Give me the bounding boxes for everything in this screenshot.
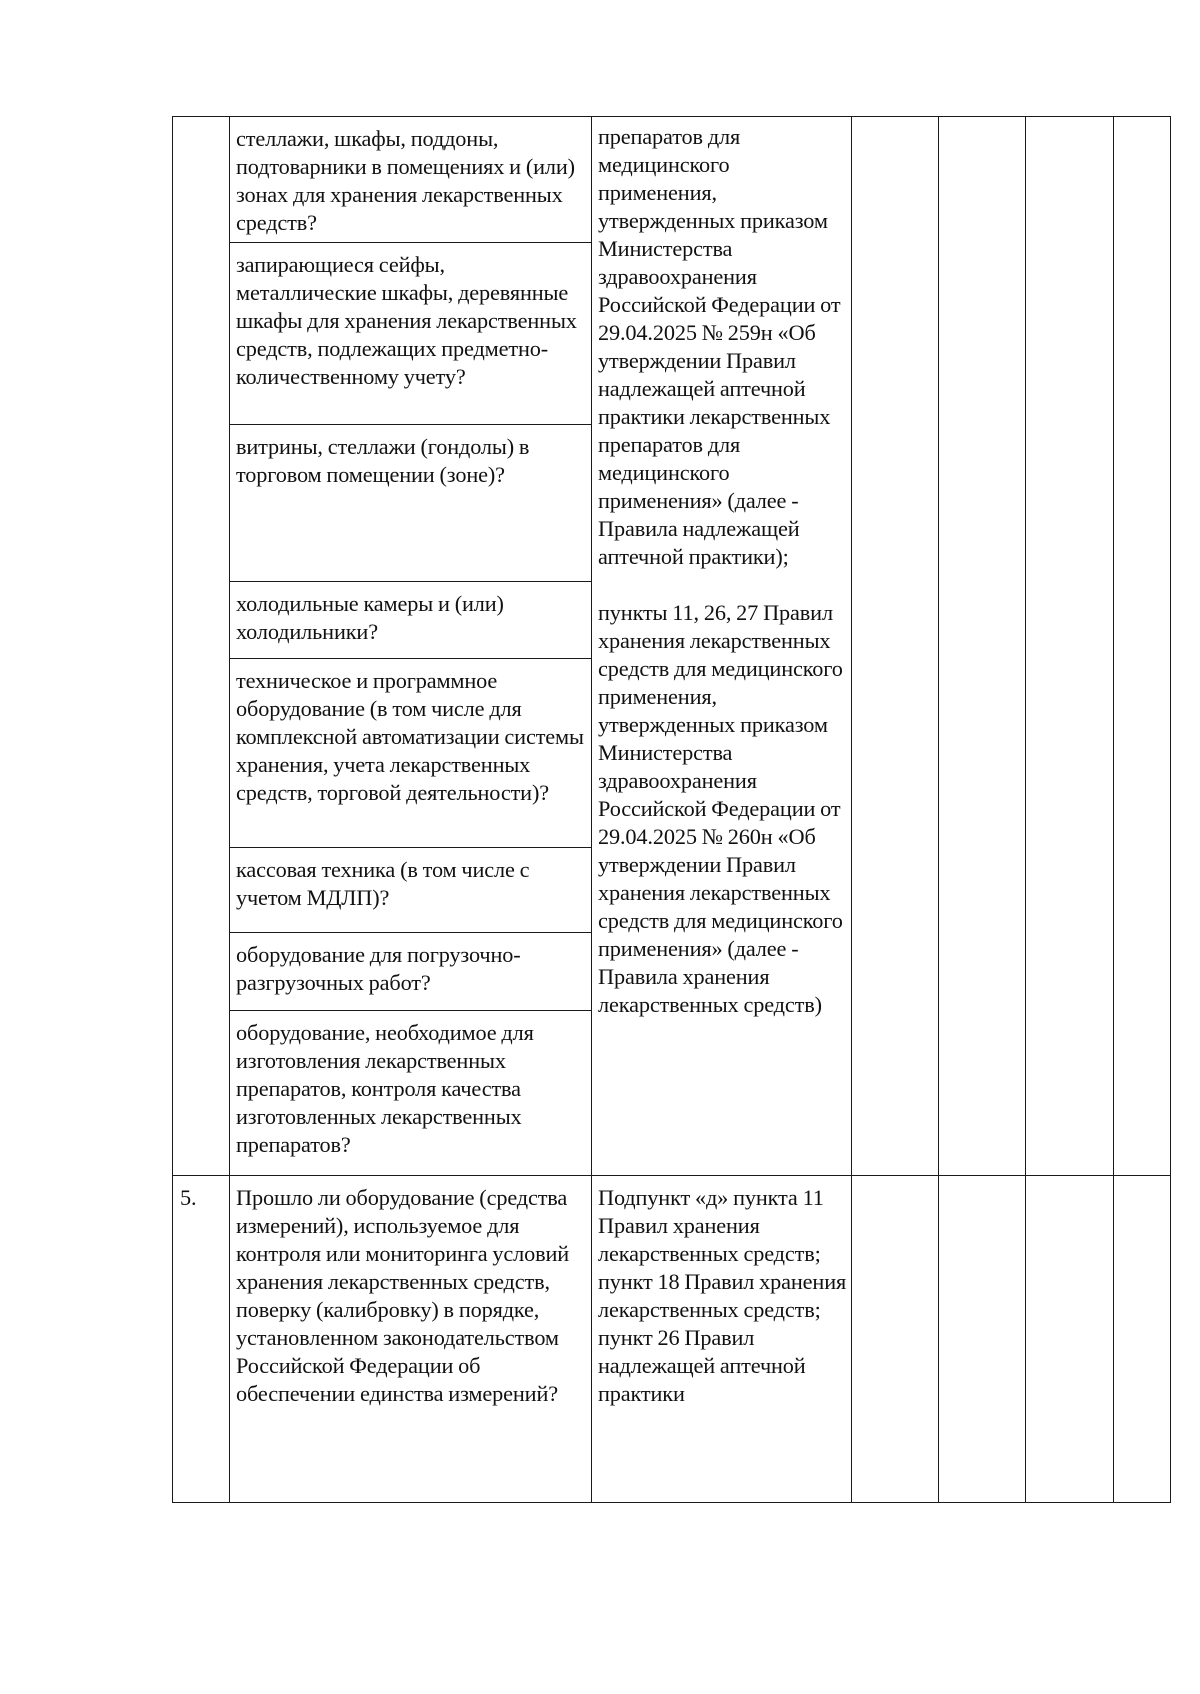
answer-not-applicable-cell xyxy=(1026,117,1114,1176)
item-number-cell xyxy=(173,117,230,1176)
legal-basis-text: Подпункт «д» пункта 11 Правил хранения лекарственных средств; xyxy=(598,1185,824,1266)
question-text: стеллажи, шкафы, поддоны, подтоварники в помещениях и (или) зонах для хранения лекарственных средств? xyxy=(236,126,575,235)
question-cell xyxy=(230,425,592,582)
answer-yes-cell xyxy=(852,117,939,1176)
note-cell xyxy=(1114,117,1171,1176)
legal-basis-cell xyxy=(592,1176,852,1503)
question-text: запирающиеся сейфы, металлические шкафы, деревянные шкафы для хранения лекарственных средств, подлежащих предметно-количественному учету? xyxy=(236,252,577,389)
question-cell xyxy=(230,1176,592,1503)
question-cell xyxy=(230,582,592,659)
item-number-cell xyxy=(173,1176,230,1503)
item-number: 5. xyxy=(180,1185,197,1210)
legal-basis-text: пункт 18 Правил хранения лекарственных средств; xyxy=(598,1269,847,1322)
answer-no-cell xyxy=(939,1176,1026,1503)
checklist-table xyxy=(172,116,1171,1503)
note-cell xyxy=(1114,1176,1171,1503)
table-row-item-5 xyxy=(173,1176,1171,1503)
legal-basis-text: препаратов для медицинского применения, утвержденных приказом Министерства здравоохранения Российской Федерации от 29.04.2025 № 259н «Об утверждении Правил надлежащей аптечной практики лекарственных препаратов для медицинского применения» (далее - Правила надлежащей аптечной практики); xyxy=(598,124,841,569)
question-cell xyxy=(230,1011,592,1176)
question-text: витрины, стеллажи (гондолы) в торговом помещении (зоне)? xyxy=(236,434,530,487)
question-text: Прошло ли оборудование (средства измерений), используемое для контроля или мониторинга условий хранения лекарственных средств, поверку (калибровку) в порядке, установленном законодательством Российской Федерации об обеспечении единства измерений? xyxy=(236,1185,570,1406)
question-cell xyxy=(230,243,592,425)
legal-basis-text: пункты 11, 26, 27 Правил хранения лекарственных средств для медицинского применения, утвержденных приказом Министерства здравоохранения Российской Федерации от 29.04.2025 № 260н «Об утверждении Правил хранения лекарственных средств для медицинского применения» (далее - Правила хранения лекарственных средств) xyxy=(598,600,843,1017)
question-text: кассовая техника (в том числе с учетом МДЛП)? xyxy=(236,857,530,910)
question-text: оборудование для погрузочно-разгрузочных работ? xyxy=(236,942,521,995)
question-text: холодильные камеры и (или) холодильники? xyxy=(236,591,504,644)
question-cell xyxy=(230,659,592,848)
legal-basis-cell xyxy=(592,117,852,1176)
question-text: техническое и программное оборудование (в том числе для комплексной автоматизации системы хранения, учета лекарственных средств, торговой деятельности)? xyxy=(236,668,584,805)
answer-yes-cell xyxy=(852,1176,939,1503)
paragraph-gap xyxy=(598,571,849,599)
question-cell xyxy=(230,933,592,1011)
question-text: оборудование, необходимое для изготовления лекарственных препаратов, контроля качества изготовленных лекарственных препаратов? xyxy=(236,1020,534,1157)
table-row xyxy=(173,117,1171,243)
question-cell xyxy=(230,848,592,933)
answer-no-cell xyxy=(939,117,1026,1176)
legal-basis-text: пункт 26 Правил надлежащей аптечной практики xyxy=(598,1325,806,1406)
question-cell xyxy=(230,117,592,243)
answer-not-applicable-cell xyxy=(1026,1176,1114,1503)
